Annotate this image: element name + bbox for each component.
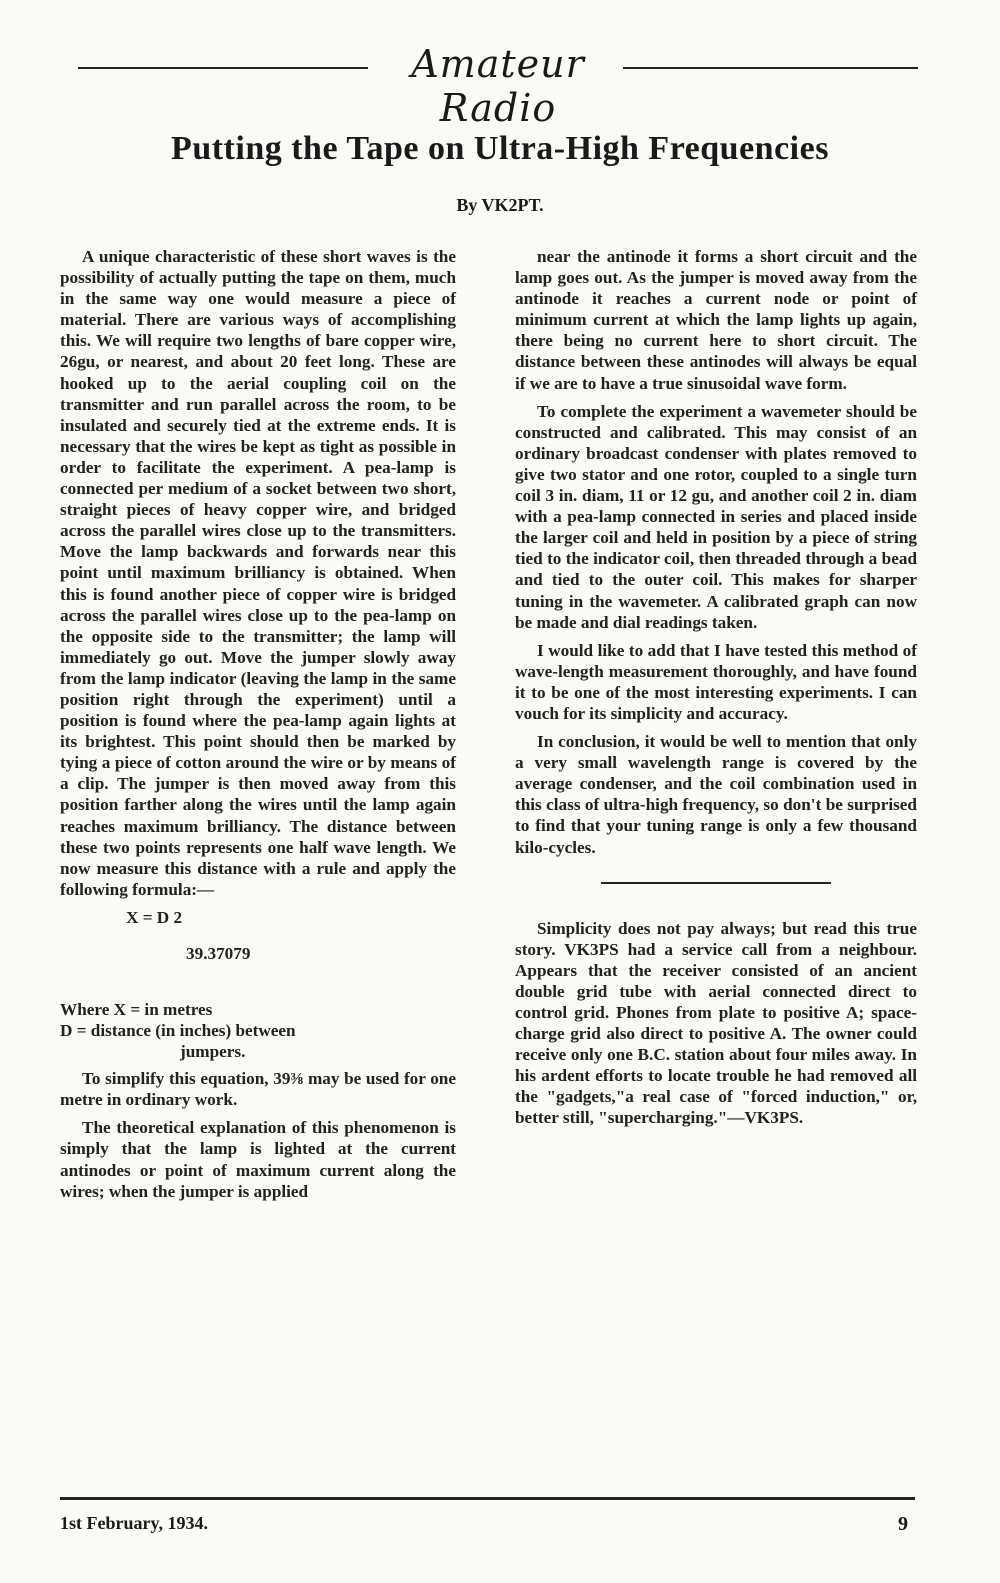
paragraph: near the antinode it forms a short circuit and the lamp goes out. As the jumper is moved away from the antinode it reaches a current node or point of minimum current at which the lamp lights up again, there being no current here to short circuit. The distance between these antinodes will always be equal if we are to have a true sinusoidal wave form. (515, 247, 917, 393)
formula-numerator: X = D 2 (126, 907, 183, 927)
paragraph: A unique characteristic of these short waves is the possibility of actually putting the tape on them, much in the same way one would measure a piece of material. There are various ways of accomplishing this. We will require two lengths of bare copper wire, 26gu, or nearest, and about 20 feet long. These are hooked up to the aerial coupling coil on the transmitter and run parallel across the room, to be insulated and securely tied at the extreme ends. It is necessary that the wires be kept as tight as possible in order to facilitate the experiment. A pea-lamp is connected per medium of a socket between two short, straight pieces of heavy copper wire, and bridged across the parallel wires close up to the transmitters. Move the lamp backwards and forwards near this point until maximum brilliancy is obtained. When this is found another piece of copper wire is bridged across the parallel wires close up to the pea-lamp on the opposite side to the transmitter; the lamp will immediately go out. Move the jumper slowly away from the lamp indicator (leaving the lamp in the same position right through the experiment) until a position is found where the pea-lamp again lights at its brightest. This point should then be marked by tying a piece of cotton around the wire or by means of a clip. The jumper is then moved away from this position farther along the wires until the lamp again reaches maximum brilliancy. The distance between these two points represents one half wave length. We now measure this distance with a rule and apply the following formula:— (60, 247, 456, 899)
page-number: 9 (898, 1513, 908, 1535)
magazine-logo: Amateur Radio (411, 42, 585, 130)
paragraph: In conclusion, it would be well to mention that only a very small wavelength range is covered by the average condenser, and the coil combination used in this class of ultra-high frequency, so don't be surprised to find that your tuning range is only a few thousand kilo-cycles. (515, 732, 917, 857)
legend-line: jumpers. (180, 1042, 246, 1062)
sidebar-story: Simplicity does not pay always; but read this true story. VK3PS had a service call from a neighbour. Appears that the receiver consisted of an ancient double grid tube with aerial connected direct to control grid. Phones from plate to positive A; space-charge grid also direct to positive A. The owner could receive only one B.C. station about four miles away. In his ardent efforts to locate trouble he had removed all the "gadgets,"a real case of "forced induction," or, better still, "supercharging."—VK3PS. (515, 918, 917, 1128)
article-title: Putting the Tape on Ultra-High Frequencies (171, 130, 829, 167)
paragraph: I would like to add that I have tested this method of wave-length measurement thoroughly, and have found it to be one of the most interesting experiments. I can vouch for its simplicity and accuracy. (515, 640, 917, 723)
issue-date: 1st February, 1934. (60, 1513, 208, 1533)
masthead-rule-right (623, 67, 918, 69)
section-divider (601, 882, 831, 884)
masthead (78, 42, 918, 130)
paragraph: The theoretical explanation of this phenomenon is simply that the lamp is lighted at the current antinodes or point of maximum current along the wires; when the jumper is applied (60, 1118, 456, 1201)
paragraph: To complete the experiment a wavemeter should be constructed and calibrated. This may consist of an ordinary broadcast condenser with plates removed to give two stator and one rotor, coupled to a single turn coil 3 in. diam, 11 or 12 gu, and another coil 2 in. diam with a pea-lamp connected in series and placed inside the larger coil and held in position by a piece of string tied to the indicator coil, then threaded through a bead and tied to the outer coil. This makes for sharper tuning in the wavemeter. A calibrated graph can now be made and dial readings taken. (515, 401, 917, 632)
paragraph: To simplify this equation, 39⅜ may be used for one metre in ordinary work. (60, 1069, 456, 1110)
masthead-rule-left (78, 67, 368, 69)
legend-line: D = distance (in inches) between (60, 1021, 296, 1040)
legend-line: Where X = in metres (60, 999, 213, 1019)
article-byline: By VK2PT. (456, 195, 544, 215)
formula-denominator: 39.37079 (186, 943, 251, 963)
formula-legend (60, 999, 456, 1062)
footer-rule (60, 1497, 915, 1500)
formula (60, 907, 456, 995)
right-column (515, 246, 917, 1136)
left-column (60, 246, 456, 1209)
